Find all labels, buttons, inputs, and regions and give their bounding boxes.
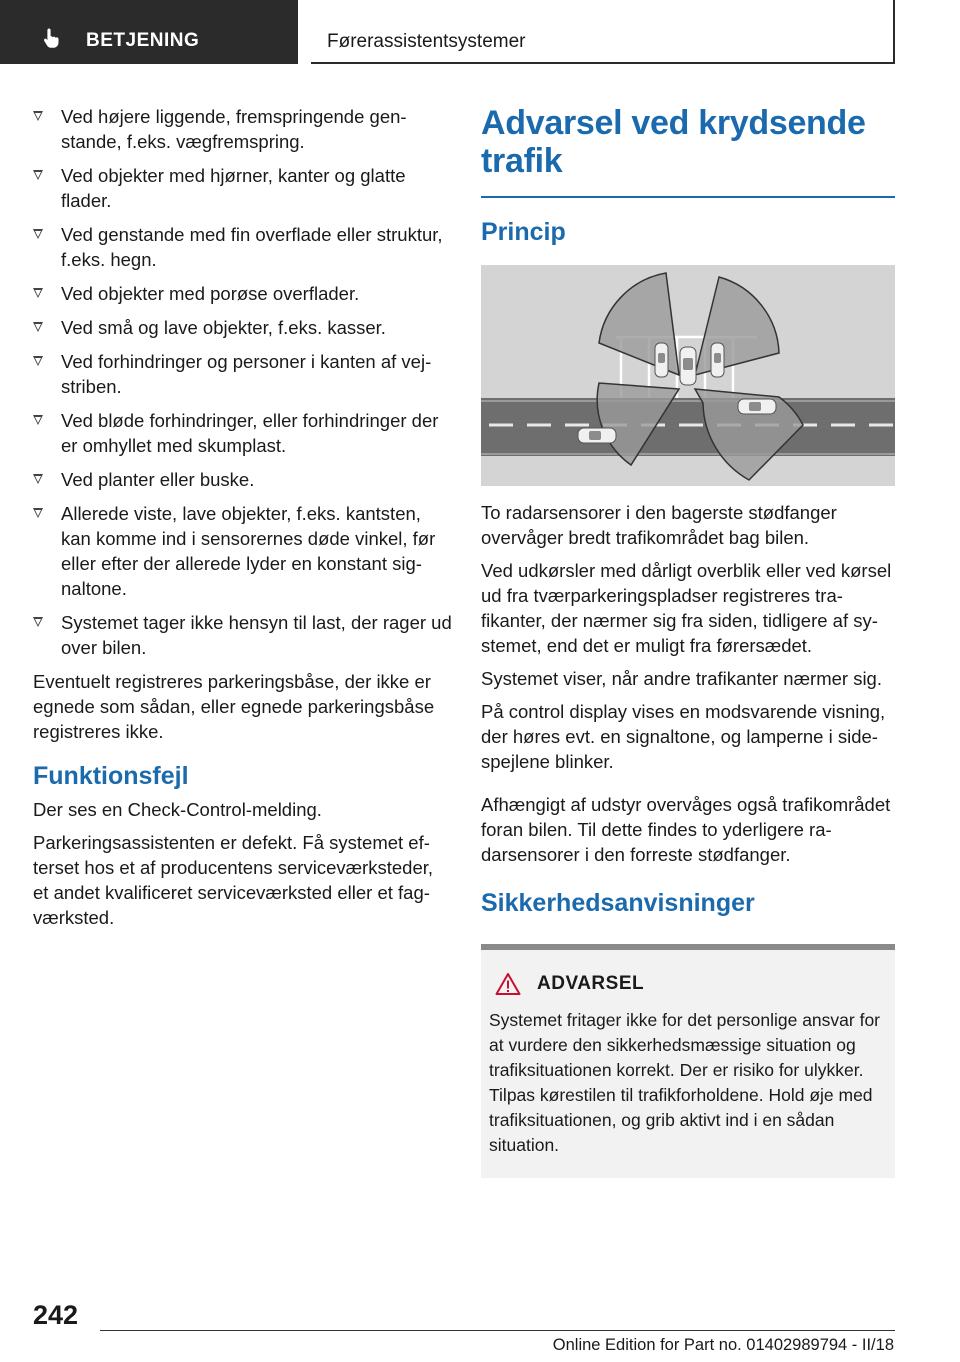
warning-label: ADVARSEL: [537, 972, 645, 994]
section-title: Advarsel ved krydsende trafik: [481, 104, 866, 180]
section-tab: [0, 0, 298, 64]
triangle-bullet-icon: [33, 229, 43, 239]
hand-pointer-icon: [40, 26, 64, 50]
fault-paragraph-1: Der ses en Check-Control-melding.: [33, 799, 322, 820]
triangle-bullet-icon: [33, 111, 43, 121]
fault-heading: Funktionsfejl: [33, 762, 189, 790]
list-item: Ved højere liggende, fremspringende genstande, f.eks. vægfremspring.: [33, 104, 453, 154]
list-item: Allerede viste, lave objekter, f.eks. kantsten, kan komme ind i sensorernes døde vinkel, før eller efter der allerede lyder en konstant signaltone.: [33, 501, 453, 601]
principle-paragraph-3: Systemet viser, når andre trafikanter nærmer sig.: [481, 667, 882, 689]
list-item: Ved planter eller buske.: [33, 467, 453, 492]
principle-paragraph-5: Afhængigt af udstyr overvåges også trafikområdet foran bilen. Til dette findes to yderligere radarsensorer i den forreste stødfanger.: [481, 793, 891, 865]
limitations-list: [33, 104, 453, 660]
right-column: [481, 104, 895, 1178]
warning-text: Systemet fritager ikke for det personlige ansvar for at vurdere den sikkerhedsmæssige situation og trafiksituationen korrekt. Der er risiko for ulykker. Tilpas kørestilen til trafikforholdene. Hold øje med trafiksituationen, og grib aktivt ind i en sådan situation.: [489, 1009, 881, 1155]
left-column: [33, 104, 453, 938]
chapter-header: [311, 0, 895, 64]
triangle-bullet-icon: [33, 508, 43, 518]
principle-heading: Princip: [481, 217, 566, 246]
triangle-bullet-icon: [33, 356, 43, 366]
principle-paragraph-1: To radarsensorer i den bagerste stødfanger overvåger bredt trafikområdet bag bilen.: [481, 501, 837, 548]
triangle-bullet-icon: [33, 170, 43, 180]
list-item: Ved små og lave objekter, f.eks. kasser.: [33, 315, 453, 340]
list-item: Ved bløde forhindringer, eller forhindringer der er omhyllet med skumplast.: [33, 408, 453, 458]
principle-paragraph-2: Ved udkørsler med dårligt overblik eller ved kørsel ud fra tværparkeringspladser registreres trafikanter, der nærmer sig fra siden, tidligere af systemet, end det er muligt fra førersædet.: [481, 559, 892, 656]
warning-triangle-icon: [495, 972, 521, 996]
fault-paragraph-2: Parkeringsassistenten er defekt. Få systemet efterset hos et af producentens serviceværksteder, et andet kvalificeret serviceværksted eller et fagværksted.: [33, 832, 434, 928]
edition-text: Online Edition for Part no. 01402989794 - II/18: [552, 1336, 894, 1354]
chapter-title: Førerassistentsystemer: [327, 31, 526, 52]
list-item: Ved forhindringer og personer i kanten af vejstriben.: [33, 349, 453, 399]
triangle-bullet-icon: [33, 474, 43, 484]
page-number: 242: [33, 1300, 79, 1330]
list-item: Ved genstande med fin overflade eller struktur, f.eks. hegn.: [33, 222, 453, 272]
triangle-bullet-icon: [33, 415, 43, 425]
section-label: BETJENING: [86, 30, 200, 51]
warning-box: [481, 944, 895, 1178]
safety-heading: Sikkerhedsanvisninger: [481, 888, 755, 917]
list-item: Ved objekter med porøse overflader.: [33, 281, 453, 306]
triangle-bullet-icon: [33, 617, 43, 627]
warning-header: [495, 972, 887, 996]
footer-divider: [100, 1330, 895, 1331]
triangle-bullet-icon: [33, 288, 43, 298]
cross-traffic-illustration: [481, 265, 895, 486]
list-item: Ved objekter med hjørner, kanter og glatte flader.: [33, 163, 453, 213]
title-divider: [481, 196, 895, 198]
list-item: Systemet tager ikke hensyn til last, der rager ud over bilen.: [33, 610, 453, 660]
principle-paragraph-4: På control display vises en modsvarende visning, der høres evt. en signaltone, og lamperne i sidespejlene blinker.: [481, 700, 886, 772]
parking-bay-note: Eventuelt registreres parkeringsbåse, der ikke er egnede som sådan, eller egnede parkeringsbåse registreres ikke.: [33, 671, 435, 742]
triangle-bullet-icon: [33, 322, 43, 332]
